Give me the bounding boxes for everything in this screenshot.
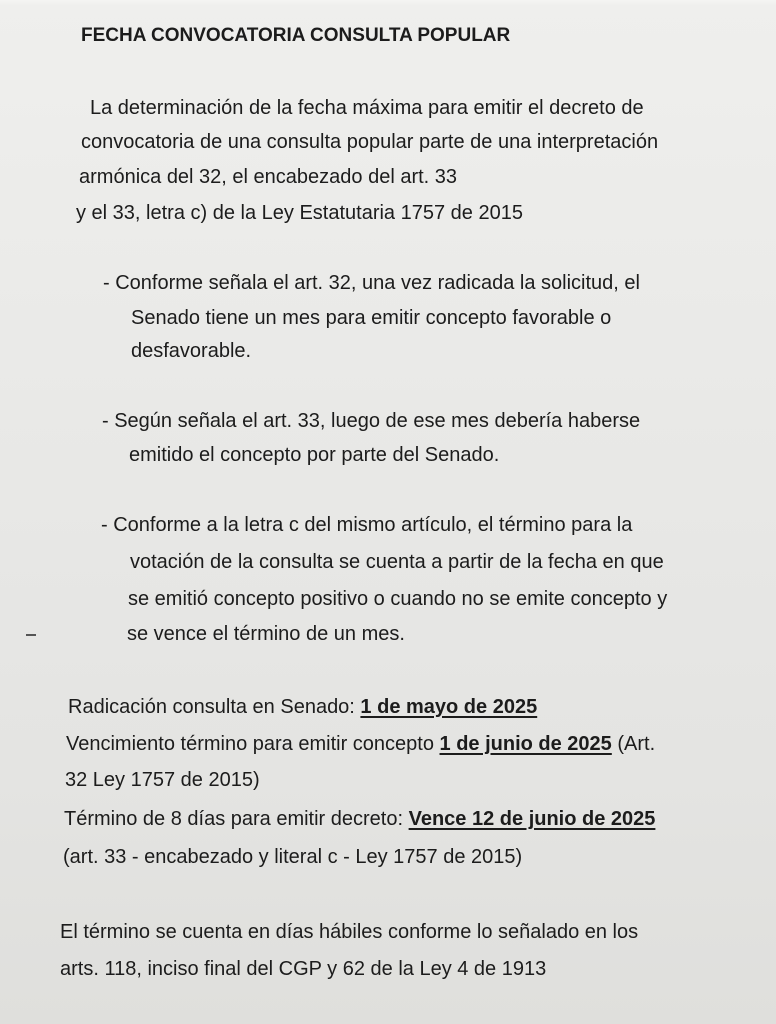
- vencimiento-date: 1 de junio de 2025: [439, 733, 612, 755]
- closing-line: El término se cuenta en días hábiles conforme lo señalado en los: [60, 921, 639, 943]
- termino-ref-line: (art. 33 - encabezado y literal c - Ley 1757 de 2015): [63, 846, 523, 868]
- document-title: FECHA CONVOCATORIA CONSULTA POPULAR: [81, 25, 511, 46]
- bullet-line: emitido el concepto por parte del Senado.: [129, 444, 500, 466]
- paper-top-edge: [0, 0, 776, 6]
- vencimiento-label: Vencimiento término para emitir concepto: [66, 733, 440, 755]
- vencimiento-line: [66, 732, 655, 756]
- intro-line: La determinación de la fecha máxima para emitir el decreto de: [90, 97, 644, 119]
- termino-date: Vence 12 de junio de 2025: [408, 808, 656, 830]
- radicacion-line: [68, 695, 537, 719]
- bullet-line: - Conforme señala el art. 32, una vez radicada la solicitud, el: [103, 272, 640, 294]
- bullet-line: se emitió concepto positivo o cuando no se emite concepto y: [128, 588, 668, 610]
- termino-label: Término de 8 días para emitir decreto:: [64, 808, 409, 830]
- vencimiento-ref: (Art.: [611, 733, 656, 755]
- termino-line: [64, 807, 655, 831]
- bullet-line: desfavorable.: [131, 340, 252, 362]
- bullet-line: - Según señala el art. 33, luego de ese mes debería haberse: [102, 410, 641, 432]
- intro-line: convocatoria de una consulta popular parte de una interpretación: [81, 131, 659, 153]
- bullet-line: Senado tiene un mes para emitir concepto favorable o: [131, 307, 612, 329]
- intro-line: y el 33, letra c) de la Ley Estatutaria 1757 de 2015: [76, 202, 523, 224]
- radicacion-date: 1 de mayo de 2025: [360, 696, 538, 718]
- radicacion-label: Radicación consulta en Senado:: [68, 696, 361, 718]
- margin-mark: [26, 634, 36, 636]
- closing-line: arts. 118, inciso final del CGP y 62 de la Ley 4 de 1913: [60, 958, 547, 980]
- vencimiento-ref-line: 32 Ley 1757 de 2015): [65, 769, 260, 791]
- bullet-line: - Conforme a la letra c del mismo artículo, el término para la: [101, 514, 633, 536]
- intro-line: armónica del 32, el encabezado del art. 33: [79, 166, 458, 188]
- bullet-line: se vence el término de un mes.: [127, 623, 405, 645]
- bullet-line: votación de la consulta se cuenta a partir de la fecha en que: [130, 551, 664, 573]
